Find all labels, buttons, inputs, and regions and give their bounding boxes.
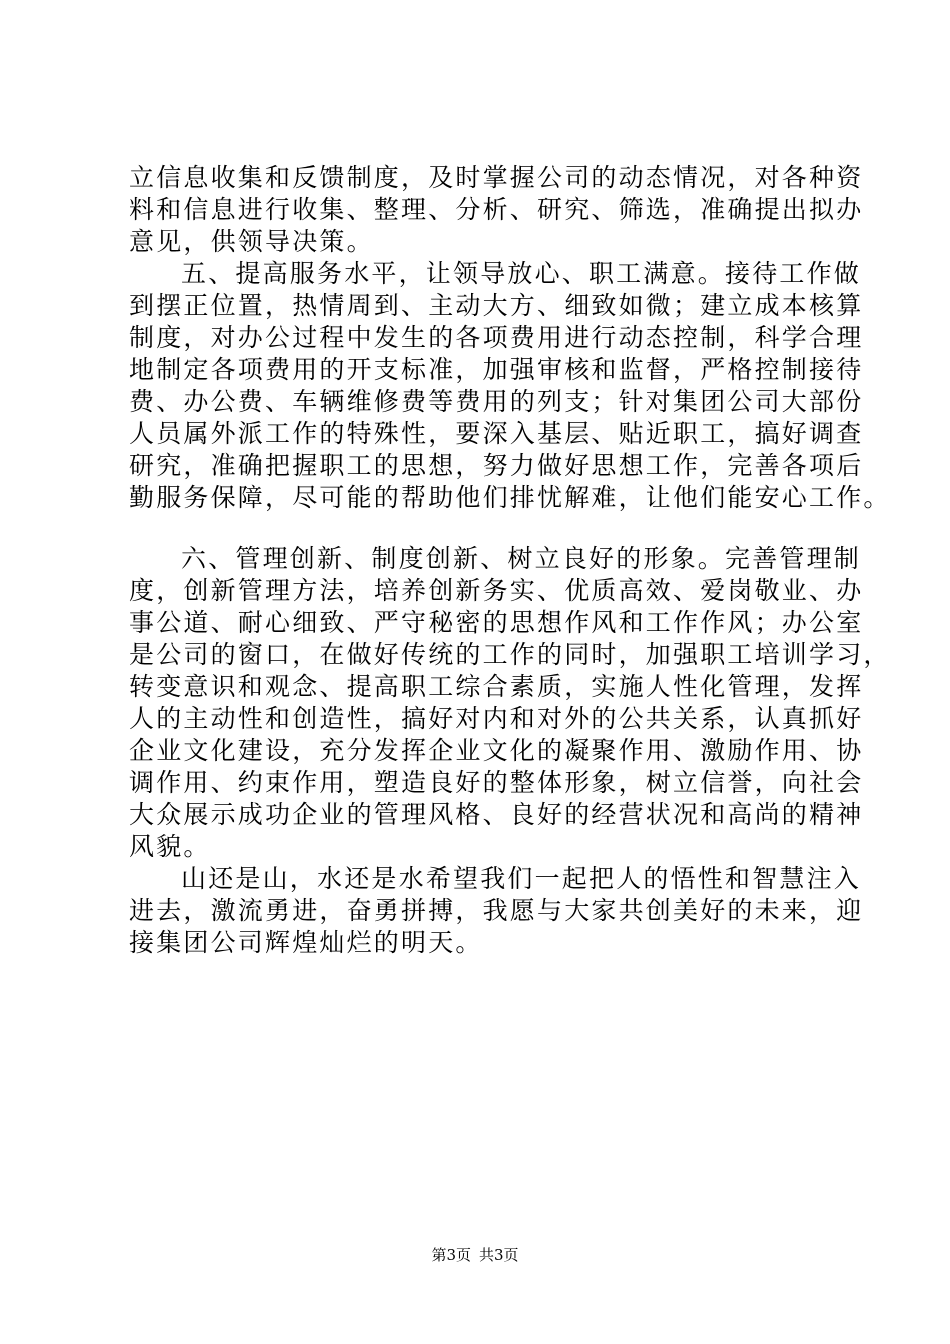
text-line: 调作用、约束作用，塑造良好的整体形象，树立信誉，向社会	[129, 768, 864, 797]
text-line: 制度，对办公过程中发生的各项费用进行动态控制，科学合理	[129, 323, 864, 352]
text-line: 是公司的窗口，在做好传统的工作的同时，加强职工培训学习，	[129, 640, 891, 669]
text-line: 人员属外派工作的特殊性，要深入基层、贴近职工，搞好调查	[129, 419, 864, 448]
text-line: 意见，供领导决策。	[129, 227, 374, 256]
text-line: 到摆正位置，热情周到、主动大方、细致如微；建立成本核算	[129, 291, 864, 320]
text-line: 料和信息进行收集、整理、分析、研究、筛选，准确提出拟办	[129, 195, 864, 224]
text-line: 企业文化建设，充分发挥企业文化的凝聚作用、激励作用、协	[129, 736, 864, 765]
text-line: 勤服务保障，尽可能的帮助他们排忧解难，让他们能安心工作。	[129, 483, 891, 512]
text-line: 转变意识和观念、提高职工综合素质，实施人性化管理，发挥	[129, 672, 864, 701]
page-footer	[0, 1245, 950, 1265]
paragraph-five-start: 五、提高服务水平，让领导放心、职工满意。接待工作做	[181, 259, 862, 288]
page-total: 共3页	[479, 1246, 519, 1264]
text-line: 事公道、耐心细致、严守秘密的思想作风和工作作风；办公室	[129, 608, 864, 637]
document-body	[129, 162, 891, 959]
text-line: 接集团公司辉煌灿烂的明天。	[129, 928, 483, 957]
text-line: 研究，准确把握职工的思想，努力做好思想工作，完善各项后	[129, 451, 864, 480]
paragraph-gap	[129, 514, 849, 543]
text-line: 地制定各项费用的开支标准，加强审核和监督，严格控制接待	[129, 355, 864, 384]
text-line: 人的主动性和创造性，搞好对内和对外的公共关系，认真抓好	[129, 704, 864, 733]
text-line: 费、办公费、车辆维修费等费用的列支；针对集团公司大部份	[129, 387, 864, 416]
text-line: 大众展示成功企业的管理风格、良好的经营状况和高尚的精神	[129, 800, 864, 829]
page-number: 第3页	[431, 1246, 471, 1264]
paragraph-six-start: 六、管理创新、制度创新、树立良好的形象。完善管理制	[181, 544, 862, 573]
text-line: 进去，激流勇进，奋勇拼搏，我愿与大家共创美好的未来，迎	[129, 896, 864, 925]
text-line: 风貌。	[129, 832, 211, 861]
text-line: 度，创新管理方法，培养创新务实、优质高效、爱岗敬业、办	[129, 576, 864, 605]
closing-paragraph-start: 山还是山，水还是水希望我们一起把人的悟性和智慧注入	[181, 864, 862, 893]
text-line: 立信息收集和反馈制度，及时掌握公司的动态情况，对各种资	[129, 163, 864, 192]
